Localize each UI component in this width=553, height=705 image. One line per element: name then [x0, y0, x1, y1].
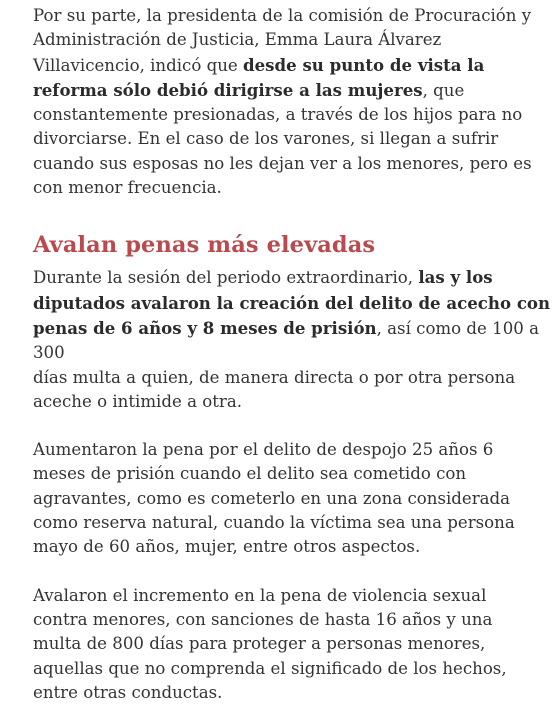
- paragraph-comision: [33, 4, 553, 200]
- paragraph-despojo: Aumentaron la pena por el delito de despojo 25 años 6 meses de prisión cuando el delito sea cometido con agravantes, como es cometerlo en una zona considerada como reserva natural, cuando la víctima sea una persona mayo de 60 años, mujer, entre otros aspectos.: [33, 440, 515, 557]
- paragraph-comision-bold: desde su punto de vista la reforma sólo debió dirigirse a las mujeres: [33, 54, 485, 100]
- paragraph-sesion-bold: las y los diputados avalaron la creación del delito de acecho con penas de 6 años y 8 meses de prisión: [33, 267, 551, 338]
- paragraph-violencia: Avalaron el incremento en la pena de violencia sexual contra menores, con sanciones de hasta 16 años y una multa de 800 días para proteger a personas menores, aquellas que no comprenda el significado de los hechos, entre otras conductas.: [33, 585, 507, 702]
- paragraph-comision-text-end: , que constantemente presionadas, a través de los hijos para no divorciarse. En el caso de los varones, si llegan a sufrir cuando sus esposas no les dejan ver a los menores, pero es con menor frecuencia.: [33, 80, 532, 198]
- paragraph-comision-text-start: Por su parte, la presidenta de la comisión de Procuración y Administración de Justicia, Emma Laura Álvarez Villavicencio, indicó que: [33, 6, 532, 75]
- paragraph-sesion: [33, 265, 553, 414]
- article-body: [33, 4, 553, 705]
- section-heading: Avalan penas más elevadas: [33, 232, 376, 259]
- paragraph-spacer: [33, 414, 553, 438]
- paragraph-spacer: [33, 560, 553, 584]
- paragraph-sesion-text-start: Durante la sesión del periodo extraordinario,: [33, 268, 419, 288]
- paragraph-sesion-text-end: , así como de 100 a 300 días multa a quien, de manera directa o por otra persona aceche o intimide a otra.: [33, 318, 539, 411]
